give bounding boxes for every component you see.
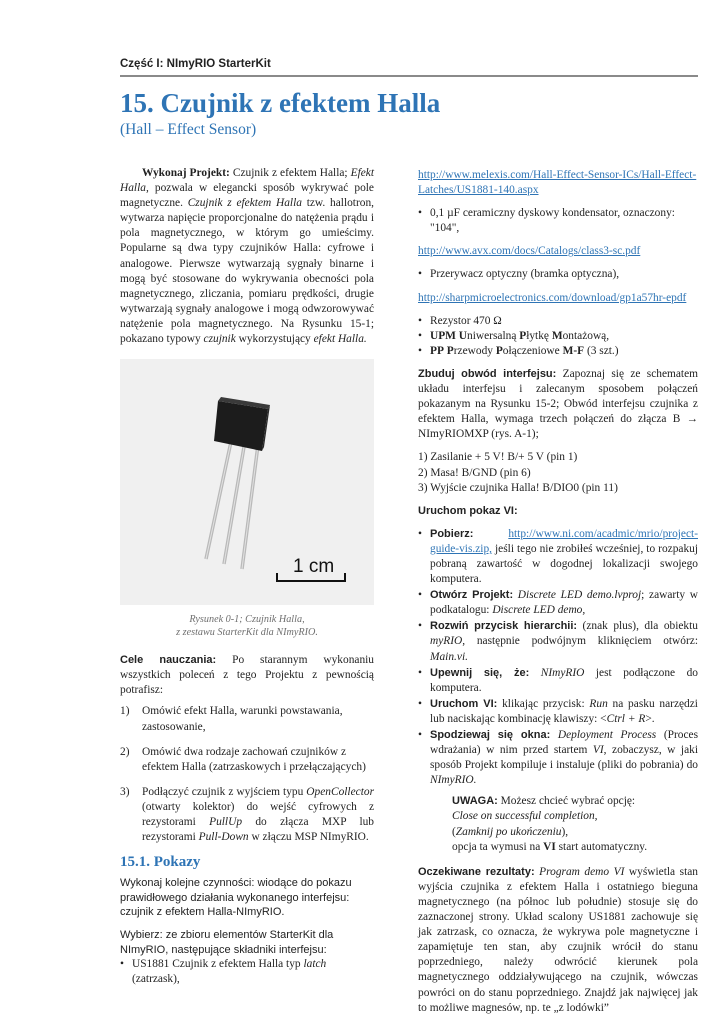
list-item: 3) Podłączyć czujnik z wyjściem typu OpenCollector (otwarty kolektor) do wejść cyfrowych z rezystorami PullUp do złącza MXP lub rezystorami Pull-Down w złączu MSP NImyRIO. bbox=[120, 785, 374, 844]
left-column bbox=[120, 166, 374, 987]
melexis-link[interactable]: http://www.melexis.com/Hall-Effect-Sensor-ICs/Hall-Effect-Latches/US1881-140.aspx bbox=[418, 169, 697, 197]
parts-list bbox=[418, 267, 698, 282]
section-heading: 15.1. Pokazy bbox=[120, 854, 201, 871]
step-run: • Uruchom VI: klikając przycisk: Run na pasku narzędzi lub naciskając kombinację klawiszy: <Ctrl + R>. bbox=[418, 697, 698, 725]
steps-list bbox=[418, 527, 698, 789]
parts-list-left bbox=[120, 957, 374, 987]
run-vi-heading: Uruchom pokaz VI: bbox=[418, 504, 518, 517]
intro-paragraph: Wykonaj Projekt: Czujnik z efektem Halla; Efekt Halla, pozwala w elegancki sposób wykrywać pole magnetyczne. Czujnik z efektem Halla tzw. hallotron, wytwarza napięcie proporcjonalne do natężenia prądu i pola magnetycznego, w którym go umieścimy. Popularne są dwa typy czujników Halla: cyfrowe i analogowe. Pierwsze wytwarzają sygnały binarne i mogą być stosowane do wykrywania obecności pola magnetycznego, zliczania, pomiaru prędkości, drugie wytwarzają sygnały analogowe i mogą odwzorowywać natężenie pola magnetycznego. Na Rysunku 15-1; pokazano typowy czujnik wykorzystujący efekt Halla. bbox=[120, 167, 375, 346]
choose-paragraph: Wybierz: ze zbioru elementów StarterKit dla NImyRIO, następujące składniki interfejsu: bbox=[120, 929, 334, 956]
hall-sensor-illustration bbox=[120, 359, 374, 605]
figure-caption: Rysunek 0-1; Czujnik Halla, z zestawu StarterKit dla NImyRIO. bbox=[176, 614, 318, 639]
hall-sensor-photo bbox=[120, 359, 374, 605]
scale-label: 1 cm bbox=[293, 556, 335, 578]
list-item: • Rezystor 470 Ω bbox=[418, 314, 502, 327]
running-header: Część I: NImyRIO StarterKit bbox=[120, 58, 271, 70]
next-steps-paragraph: Wykonaj kolejne czynności: wiodące do pokazu prawidłowego działania wykonanego interfejsu: czujnik z efektem Halla-NImyRIO. bbox=[120, 877, 352, 919]
connections-list bbox=[418, 450, 698, 495]
list-item: 2) Omówić dwa rodzaje zachowań czujników z efektem Halla (zatrzaskowych i przełączających) bbox=[120, 745, 366, 773]
header-rule bbox=[120, 75, 698, 77]
step-get: • Pobierz: http://www.ni.com/acadmic/mrio/project-guide-vis.zip, jeśli tego nie zrobiłeś wcześniej, to rozpakuj pobraną zawartość w dogodnej lokalizacji swojego komputera. bbox=[418, 527, 698, 586]
note-block: UWAGA: Możesz chcieć wybrać opcję: Close on successful completion, (Zamknij po ukończeniu), opcja ta wymusi na VI start automatyczny. bbox=[452, 795, 648, 853]
avx-link[interactable]: http://www.avx.com/docs/Catalogs/class3-sc.pdf bbox=[418, 245, 641, 258]
chapter-title: 15. Czujnik z efektem Halla bbox=[120, 88, 441, 118]
goals-paragraph: Cele nauczania: Po starannym wykonaniu wszystkich poleceń z tego Projektu z pewnością potrafisz: bbox=[120, 654, 375, 697]
right-column bbox=[418, 168, 698, 1016]
sharp-link[interactable]: http://sharpmicroelectronics.com/download/gp1a57hr-epdf bbox=[418, 291, 687, 304]
parts-list bbox=[418, 206, 698, 236]
step-wait: • Spodziewaj się okna: Deployment Process (Proces wdrażania) w nim przed startem VI, zobaczysz, w jaki sposób Projekt kompiluje i instaluje (pliki do pobrania) do NImyRIO. bbox=[418, 729, 699, 787]
project-guide-link[interactable]: http://www.ni.com/acadmic/mrio/project-guide-vis.zip, bbox=[430, 527, 698, 555]
step-expand: • Rozwiń przycisk hierarchii: (znak plus), dla obiektu myRIO, następnie podwójnym kliknięciem otwórz: Main.vi. bbox=[418, 620, 698, 663]
list-item: • US1881 Czujnik z efektem Halla typ latch (zatrzask), bbox=[120, 958, 327, 986]
list-item: • UPM Uniwersalną Płytkę Montażową, bbox=[418, 329, 610, 342]
build-paragraph: Zbuduj obwód interfejsu: Zapoznaj się ze schematem układu interfejsu i zalecanym sposobem połączeń pokazanym na Rysunku 15-2; Obwód interfejsu czujnika z efektem Halla, wymaga trzech połączeń do złącza B → NImyRIOMXP (rys. A-1); bbox=[418, 367, 698, 441]
list-item: 2) Masa! B/GND (pin 6) bbox=[418, 466, 531, 479]
step-ensure: • Upewnij się, że: NImyRIO jest podłączone do komputera. bbox=[418, 666, 698, 694]
list-item: 3) Wyjście czujnika Halla! B/DIO0 (pin 11) bbox=[418, 481, 618, 494]
parts-list bbox=[418, 314, 698, 359]
list-item: 1) Omówić efekt Halla, warunki powstawania, zastosowanie, bbox=[120, 705, 343, 733]
list-item: • PP Przewody Połączeniowe M-F (3 szt.) bbox=[418, 344, 619, 357]
list-item: 1) Zasilanie + 5 V! B/+ 5 V (pin 1) bbox=[418, 451, 578, 464]
chapter-subtitle: (Hall – Effect Sensor) bbox=[120, 121, 257, 138]
goals-list bbox=[120, 704, 374, 845]
expected-results-paragraph: Oczekiwane rezultaty: Program demo VI wyświetla stan wyjścia czujnika z efektem Halla i ostatniego bieguna magnetycznego (na północ lub południe) stosuje się do zaznaczonej strony. Układ scalony US1881 zachowuje się jak zatrzask, co oznacza, że wykrywa pole magnetyczne i zapamiętuje ten stan, aby czujnik wrócił do stanu poprzedniego, należy odwrócić kierunek pola magnetycznego oddziaływującego na czujnik, wówczas powróci on do stanu poprzedniego. Znajdź jak najwięcej jak to możliwe magnesów, np. te „z lodówki” bbox=[418, 865, 698, 1014]
list-item: • 0,1 µF ceramiczny dyskowy kondensator, oznaczony: "104", bbox=[418, 207, 675, 235]
list-item: • Przerywacz optyczny (bramka optyczna), bbox=[418, 268, 620, 281]
step-open: • Otwórz Projekt: Discrete LED demo.lvproj; zawarty w podkatalogu: Discrete LED demo, bbox=[418, 589, 698, 617]
